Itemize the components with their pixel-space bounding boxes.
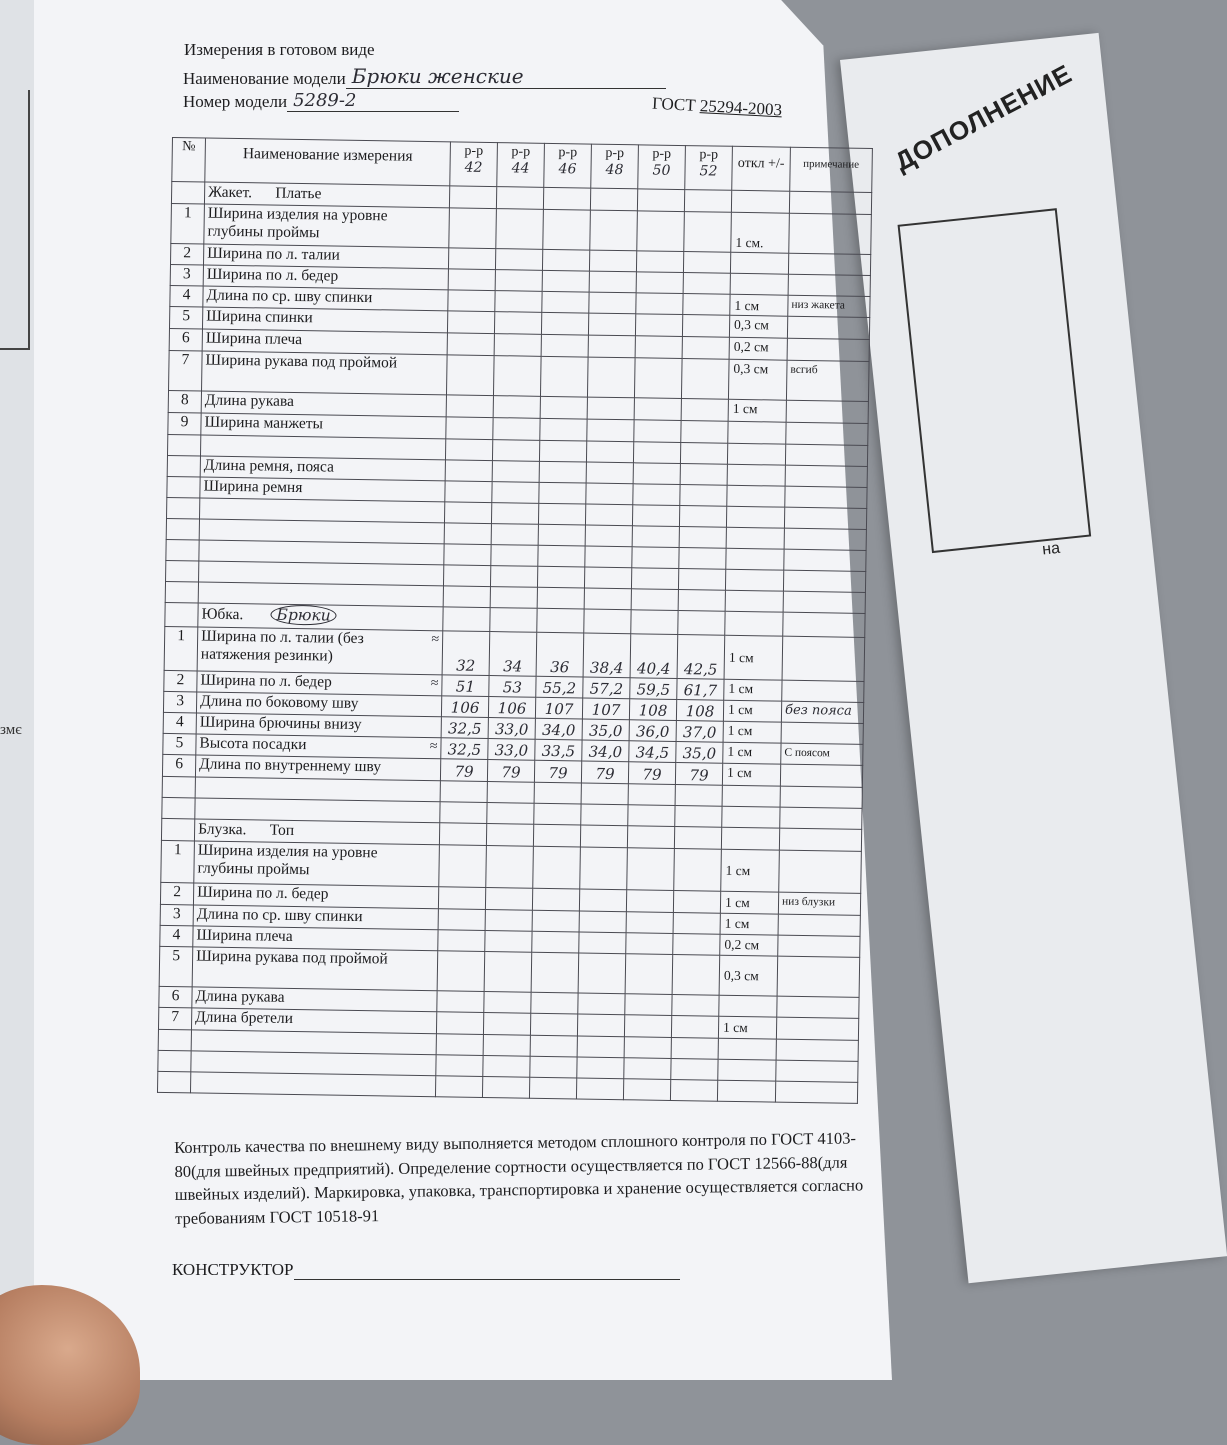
approx-mark: ≈ [431,632,440,648]
note-value [788,253,870,275]
size-value-46: 55,2 [536,676,583,698]
tolerance-value: 0,3 см [728,359,787,400]
note-value [778,914,860,936]
section-skirt-label1: Юбка. [201,605,244,624]
size-value-48: 38,4 [583,633,631,678]
note-value [777,956,860,997]
size-value-48: 79 [581,761,628,784]
section-blouse-label2: Топ [269,821,295,840]
size-value-42: 51 [442,675,489,697]
measurement-name: Ширина ремня [200,477,445,502]
row-number: 6 [162,754,195,777]
measurement-name: Ширина по л. бедер [203,265,448,290]
left-sheet-fragment: змє [0,722,22,738]
size-value-44: 33,0 [488,718,535,740]
section-jacket-label2: Платье [275,184,322,203]
size-value-52: 61,7 [677,678,724,700]
header-model-number [183,90,459,112]
note-value [788,274,870,296]
col-name: Наименование измерения [205,138,451,186]
measurement-name: Ширина рукава под проймой [192,947,438,991]
measurements-table-body [157,182,871,1104]
constructor-label: КОНСТРУКТОР [172,1260,294,1279]
gost-value: 25294-2003 [699,96,783,120]
tolerance-value: 0,3 см [719,955,778,996]
row-number: 2 [160,882,193,905]
size-value-48: 57,2 [583,677,630,699]
measurement-name: Ширина изделия на уровне глубины проймы [194,841,440,887]
col-tolerance: откл +/- [732,146,791,191]
size-value-44: 79 [487,760,534,783]
size-value-52: 35,0 [676,741,723,763]
signature-line [294,1262,680,1280]
gost-label: ГОСТ [651,93,697,115]
header-title: Измерения в готовом виде [184,40,375,59]
col-size-44: р-р 44 [497,143,545,188]
measurement-name: Длина бретели [191,1008,436,1034]
measurement-name: Ширина изделия на уровне глубины проймы [204,204,450,248]
model-number-value: 5289-2 [287,90,459,112]
size-value-46: 107 [535,697,582,719]
note-value [781,722,863,744]
size-value-50: 40,4 [630,634,678,679]
measurement-name: Длина рукава [192,987,437,1012]
section-jacket-label1: Жакет. [208,183,253,202]
row-number: 5 [163,733,196,755]
col-size-46: р-р 46 [544,143,592,188]
header-gost [652,94,783,121]
tolerance-value: 0,2 см [729,337,787,360]
size-value-48: 35,0 [582,719,629,741]
row-number: 6 [159,986,192,1008]
tolerance-value: 1 см [723,700,781,722]
size-value-50: 59,5 [630,678,677,700]
section-blouse-label1: Блузка. [198,820,247,839]
tolerance-value: 1 см [720,891,778,914]
approx-mark: ≈ [429,739,438,755]
size-value-52: 79 [675,762,722,785]
row-number: 3 [163,691,196,713]
background-sheet-fragment: на [1041,539,1061,559]
measurement-name: Ширина по л. талии (без натяжения резинки) [200,627,364,665]
note-value [787,338,869,361]
size-value-52: 42,5 [677,635,725,680]
row-number: 8 [168,390,201,413]
row-number: 4 [170,285,203,307]
size-value-44: 106 [488,697,535,719]
size-value-44: 34 [489,632,537,677]
constructor-signature [172,1260,680,1280]
tolerance-value: 1 см [723,721,781,743]
footer-text: Контроль качества по внешнему виду выполняется методом сплошного контроля по ГОСТ 4103-80(для швейных предприятий). Определение сортности осуществляется по ГОСТ 12566-88(для швейных изделий). Маркировка, упаковка, транспортировка и хранение осуществляется согласно требованиям ГОСТ 10518-91 [174,1128,864,1228]
approx-mark: ≈ [430,676,439,692]
size-value-42: 106 [441,696,488,718]
row-number: 4 [163,712,196,734]
size-value-44: 53 [489,676,536,698]
tolerance-value: 1 см [724,635,783,680]
row-number: 1 [161,840,195,883]
col-size-48: р-р 48 [591,144,639,189]
size-value-46: 33,5 [535,739,582,761]
row-number: 3 [170,264,203,286]
measurement-name: Длина ремня, пояса [200,456,445,481]
tolerance-value: 1 см [730,294,788,316]
measurement-name: Длина по ср. шву спинки [203,286,448,311]
size-value-48: 107 [582,698,629,720]
measurements-table-wrap [157,137,872,1104]
note-value [780,764,862,787]
row-number: 9 [168,412,201,435]
measurement-name: Высота посадки [199,734,307,754]
note-value [787,316,869,339]
size-value-50: 36,0 [629,720,676,742]
tolerance-value: 1 см [718,1016,776,1039]
row-number: 1 [171,203,205,244]
row-number: 1 [164,626,198,671]
tolerance-value: 1 см [724,679,782,701]
tolerance-value: 1 см [720,913,778,935]
size-value-50: 34,5 [629,741,676,763]
note-value [782,680,864,702]
note-value: без пояса [781,701,863,723]
row-number: 7 [158,1007,191,1030]
measurement-name: Длина по внутреннему шву [199,755,382,776]
note-value [776,1017,858,1040]
tolerance-value [728,421,786,444]
row-number: 6 [169,328,202,351]
measurement-name: Длина по ср. шву спинки [193,905,438,930]
tolerance-value: 1 см [722,763,780,786]
measurement-name: Ширина плеча [202,329,447,355]
model-number-label: Номер модели [183,92,288,111]
tolerance-value [730,273,788,295]
note-value [786,422,868,445]
note-value [782,636,865,681]
size-value-46: 34,0 [535,718,582,740]
tolerance-value: 1 см [723,742,781,764]
size-value-50: 79 [628,762,675,785]
measurement-name: Ширина брючины внизу [199,713,362,734]
tolerance-value [730,252,788,274]
measurement-name: Ширина по л. бедер [200,671,332,691]
measurement-name: Ширина манжеты [201,413,446,439]
tolerance-value: 1 см. [731,212,790,253]
note-value [786,400,868,423]
note-value: С поясом [781,743,863,765]
tolerance-value: 1 см [728,399,786,422]
size-value-52: 37,0 [676,720,723,742]
row-number: 2 [164,670,197,692]
measurement-name: Ширина по л. талии [203,244,448,269]
col-note: примечание [790,147,873,192]
col-size-50: р-р 50 [638,145,686,190]
measurement-name: Ширина плеча [193,926,438,951]
row-number: 2 [170,243,203,265]
note-value [779,850,862,893]
measurement-name: Ширина по л. бедер [193,883,438,909]
note-value: низ блузки [778,892,860,915]
size-value-48: 34,0 [582,740,629,762]
size-value-50: 108 [629,699,676,721]
row-number: 3 [160,904,193,926]
size-value-42: 32 [442,631,490,676]
model-name-value: Брюки женские [346,64,666,89]
background-sheet-title: ДОПОЛНЕНИЕ [889,58,1078,177]
col-size-42: р-р 42 [450,142,498,187]
tolerance-value: 0,2 см [720,934,778,956]
row-number: 5 [169,306,202,329]
measurement-name: Ширина рукава под проймой [202,351,448,395]
tolerance-value: 1 см [721,849,780,892]
row-number: 5 [159,946,193,987]
tolerance-value: 0,3 см [729,315,787,338]
row-number: 4 [160,925,193,947]
header-model-name [183,64,666,89]
note-value: низ жакета [788,295,870,317]
note-value [789,213,872,254]
note-value [778,935,860,957]
size-value-46: 79 [534,760,581,783]
size-value-42: 32,5 [441,738,488,760]
measurement-name: Длина по боковому шву [200,692,359,712]
size-value-42: 79 [440,759,487,782]
section-skirt-label2: Брюки [270,605,337,626]
note-value: всгиб [786,360,869,401]
size-value-44: 33,0 [488,739,535,761]
size-value-42: 32,5 [441,717,488,739]
model-name-label: Наименование модели [183,69,346,88]
measurement-name: Длина рукава [201,391,446,417]
size-value-52: 108 [676,699,723,721]
measurement-name: Ширина спинки [202,307,447,333]
row-number: 7 [169,350,203,391]
measurements-table [157,137,873,1104]
col-size-52: р-р 52 [685,146,733,191]
note-value [777,996,859,1018]
size-value-46: 36 [536,632,584,677]
tolerance-value [719,995,777,1017]
col-number: № [172,138,206,183]
